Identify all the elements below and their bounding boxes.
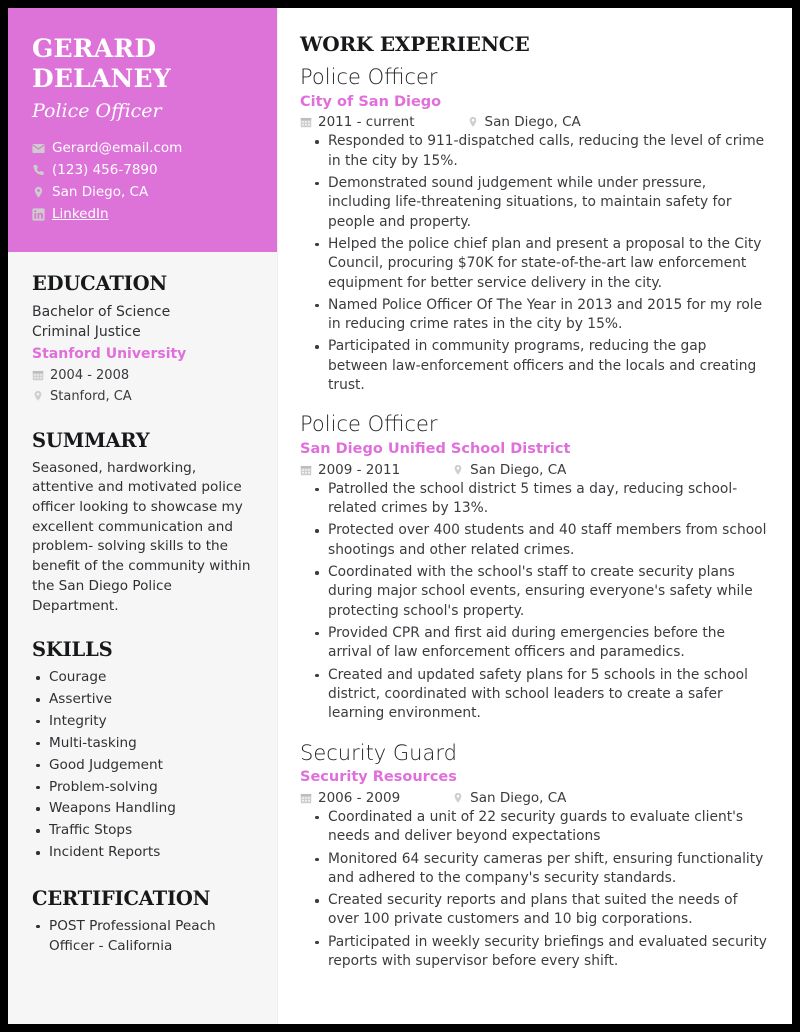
location-pin-icon [32,186,45,199]
job-entry [300,412,770,723]
contact-phone-label: (123) 456-7890 [52,161,158,178]
calendar-icon [300,464,312,476]
profile-header [8,8,277,252]
list-item: Multi-tasking [32,734,253,754]
skills-list [32,668,253,863]
education-location-row [32,386,253,407]
list-item: Named Police Officer Of The Year in 2013 and 2015 for my role in reducing crime rates in the city by 15%. [311,296,770,335]
job-entry [300,741,770,972]
list-item: Coordinated with the school's staff to create security plans during major school events, ensuring everyone's safety while protecting school's property. [311,563,770,621]
candidate-name [32,34,253,93]
calendar-icon [300,116,312,128]
location-pin-icon [452,792,464,804]
job-meta [300,114,770,130]
certification-list [32,917,253,957]
job-company: San Diego Unified School District [300,441,571,458]
list-item: Participated in community programs, reducing the gap between law-enforcement officers and the locals and creating trust. [311,337,770,395]
contact-phone[interactable] [32,160,253,181]
list-item: Monitored 64 security cameras per shift, ensuring functionality and adhered to the company's security standards. [311,850,770,889]
job-dates: 2011 - current [318,114,415,131]
skills-heading: SKILLS [32,638,113,662]
resume-page [8,8,792,1024]
list-item: Participated in weekly security briefings and evaluated security reports with supervisor before every shift. [311,933,770,972]
section-education [8,272,277,407]
job-location: San Diego, CA [484,114,581,131]
envelope-icon [32,142,45,155]
job-location: San Diego, CA [470,461,567,478]
list-item: Good Judgement [32,756,253,776]
list-item: Provided CPR and first aid during emergencies before the arrival of law enforcement officers and paramedics. [311,624,770,663]
list-item: Demonstrated sound judgement while under pressure, including life-threatening situations, to maintain safety for people and property. [311,174,770,232]
job-bullets [300,132,770,395]
job-location: San Diego, CA [470,789,567,806]
candidate-name-line2: DELANEY [32,63,171,93]
education-location: Stanford, CA [50,388,132,404]
job-bullets [300,480,770,724]
certification-heading: CERTIFICATION [32,886,211,910]
location-pin-icon [32,390,44,402]
contact-location [32,182,253,203]
job-dates-row [300,462,400,478]
contact-email[interactable] [32,138,253,159]
list-item: Protected over 400 students and 40 staff members from school shootings and other related crimes. [311,521,770,560]
location-pin-icon [467,116,479,128]
section-skills [8,638,277,865]
education-field: Criminal Justice [32,324,141,341]
contact-linkedin[interactable] [32,204,253,225]
summary-heading: SUMMARY [32,428,150,452]
list-item: Traffic Stops [32,821,253,841]
linkedin-icon [32,208,45,221]
job-meta [300,790,770,806]
education-dates: 2004 - 2008 [50,367,130,383]
job-entry [300,65,770,395]
education-dates-row [32,365,253,386]
sidebar-filler [8,959,277,1024]
job-company: Security Resources [300,769,457,786]
list-item: Incident Reports [32,843,253,863]
list-item: POST Professional Peach Officer - California [32,917,253,957]
job-location-row [467,114,581,130]
phone-icon [32,164,45,177]
list-item: Created security reports and plans that suited the needs of over 100 private customers and 10 big corporations. [311,891,770,930]
job-company: City of San Diego [300,93,442,110]
contact-list [32,138,253,225]
location-pin-icon [452,464,464,476]
list-item: Courage [32,668,253,688]
list-item: Responded to 911-dispatched calls, reducing the level of crime in the city by 15%. [311,132,770,171]
list-item: Integrity [32,712,253,732]
calendar-icon [300,792,312,804]
job-dates-row [300,114,415,130]
candidate-name-line1: GERARD [32,34,157,63]
contact-email-label: Gerard@email.com [52,140,183,156]
contact-location-label: San Diego, CA [52,183,149,200]
summary-text: Seasoned, hardworking, attentive and motivated police officer looking to showcase my excellent communication and problem- solving skills to the benefit of the community within the San Diego Police Department. [32,459,251,614]
list-item: Weapons Handling [32,799,253,819]
section-summary [8,429,277,617]
job-bullets [300,808,770,972]
job-location-row [452,790,566,806]
job-meta [300,462,770,478]
list-item: Problem-solving [32,778,253,798]
work-experience-heading: WORK EXPERIENCE [300,32,530,56]
list-item: Assertive [32,690,253,710]
job-title: Security Guard [300,740,457,765]
job-dates: 2009 - 2011 [318,461,401,478]
list-item: Created and updated safety plans for 5 schools in the school district, coordinated with school leaders to create a safer learning environment. [311,666,770,724]
education-heading: EDUCATION [32,271,168,295]
job-title: Police Officer [300,65,438,89]
candidate-role: Police Officer [32,100,162,122]
calendar-icon [32,369,44,381]
section-certification [8,887,277,959]
job-dates-row [300,790,400,806]
sidebar [8,8,278,1024]
job-dates: 2006 - 2009 [318,789,401,806]
list-item: Patrolled the school district 5 times a day, reducing school-related crimes by 13%. [311,480,770,519]
job-location-row [452,462,566,478]
education-school: Stanford University [32,345,187,362]
main-content [278,8,792,1024]
contact-linkedin-label: LinkedIn [52,205,109,222]
list-item: Helped the police chief plan and present a proposal to the City Council, procuring $70K for state-of-the-art law enforcement equipment for better service delivery in the city. [311,235,770,293]
list-item: Coordinated a unit of 22 security guards to evaluate client's needs and deliver beyond expectations [311,808,770,847]
education-degree: Bachelor of Science [32,303,171,320]
job-title: Police Officer [300,412,438,437]
